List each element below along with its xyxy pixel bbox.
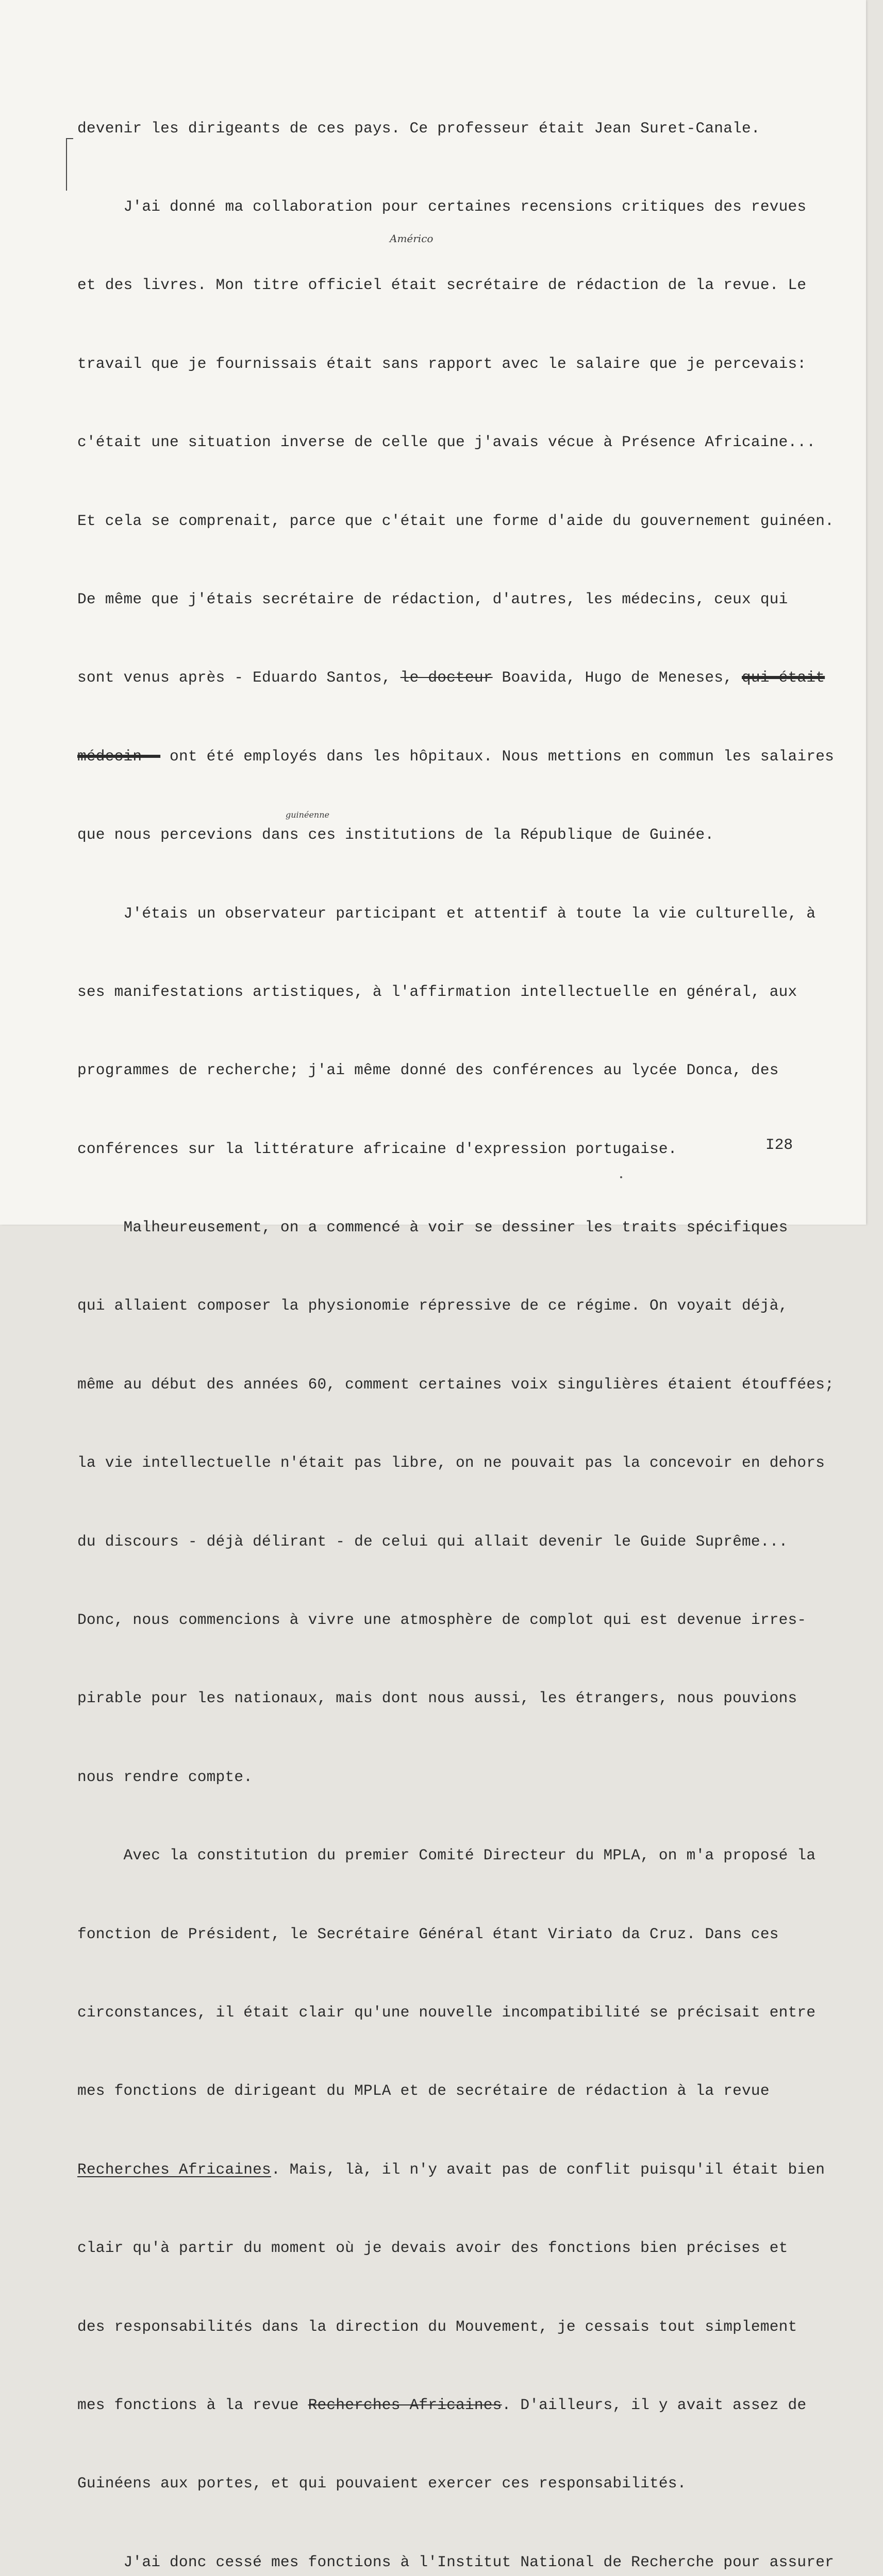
text-line: Et cela se comprenait, parce que c'était une forme d'aide du gouvernement guinéen. [77,512,835,530]
text-line: programmes de recherche; j'ai même donné des conférences au lycée Donca, des [77,1061,779,1079]
text-line-with-edits: médecin - ont été employés dans les hôpitaux. Nous mettions en commun les salaires [77,747,835,765]
text-line: J'étais un observateur participant et attentif à toute la vie culturelle, à [77,904,816,922]
text-line: conférences sur la littérature africaine d'expression portugaise. [77,1140,677,1158]
text-line: De même que j'étais secrétaire de rédaction, d'autres, les médecins, ceux qui [77,590,788,608]
text-line: Guinéens aux portes, et qui pouvaient exercer ces responsabilités. [77,2475,687,2493]
page-number: I28 [765,1136,793,1154]
margin-bracket-mark [66,138,73,191]
text-line: travail que je fournissais était sans rapport avec le salaire que je percevais: [77,354,807,372]
text-line: devenir les dirigeants de ces pays. Ce professeur était Jean Suret-Canale. [77,119,760,137]
ink-speck [620,1176,622,1178]
text-line-with-edits: sont venus après - Eduardo Santos, le docteur Boavida, Hugo de Meneses, qui était [77,669,825,687]
text-line: même au début des années 60, comment certaines voix singulières étaient étouffées; [77,1375,835,1393]
text-line: du discours - déjà délirant - de celui qui allait devenir le Guide Suprême... [77,1532,788,1550]
text-line: fonction de Président, le Secrétaire Général étant Viriato da Cruz. Dans ces [77,1925,779,1943]
text-line: des responsabilités dans la direction du Mouvement, je cessais tout simplement [77,2317,797,2335]
text-line: c'était une situation inverse de celle que j'avais vécue à Présence Africaine... [77,433,816,451]
text-line: Avec la constitution du premier Comité Directeur du MPLA, on m'a proposé la [77,1846,816,1865]
text-line: J'ai donc cessé mes fonctions à l'Institut National de Recherche pour assurer [77,2553,835,2571]
text-line: qui allaient composer la physionomie répressive de ce régime. On voyait déjà, [77,1297,788,1315]
text-line: ses manifestations artistiques, à l'affirmation intellectuelle en général, aux [77,982,797,1001]
text-line-underlined-title: Recherches Africaines. Mais, là, il n'y avait pas de conflit puisqu'il était bien [77,2160,825,2178]
text-line: pirable pour les nationaux, mais dont nous aussi, les étrangers, nous pouvions [77,1689,797,1707]
text-line: et des livres. Mon titre officiel était secrétaire de rédaction de la revue. Le [77,276,807,294]
handwritten-insertion-americo: Américo [390,232,434,245]
text-line: la vie intellectuelle n'était pas libre, on ne pouvait pas la concevoir en dehors [77,1454,825,1472]
handwritten-insertion-guineenne: guinéenne [286,810,329,820]
text-line: Malheureusement, on a commencé à voir se dessiner les traits spécifiques [77,1218,788,1236]
text-line: nous rendre compte. [77,1768,253,1786]
text-line: circonstances, il était clair qu'une nouvelle incompatibilité se précisait entre [77,2003,816,2021]
text-line-with-edits: mes fonctions à la revue Recherches Africaines. D'ailleurs, il y avait assez de [77,2396,807,2414]
body-text [77,63,835,2576]
text-line: clair qu'à partir du moment où je devais avoir des fonctions bien précises et [77,2239,788,2257]
text-line: Donc, nous commencions à vivre une atmosphère de complot qui est devenue irres- [77,1611,807,1629]
text-line: que nous percevions dans ces institutions de la République de Guinée. [77,826,714,844]
text-line: J'ai donné ma collaboration pour certaines recensions critiques des revues [77,197,807,215]
text-line: mes fonctions de dirigeant du MPLA et de secrétaire de rédaction à la revue [77,2082,770,2100]
